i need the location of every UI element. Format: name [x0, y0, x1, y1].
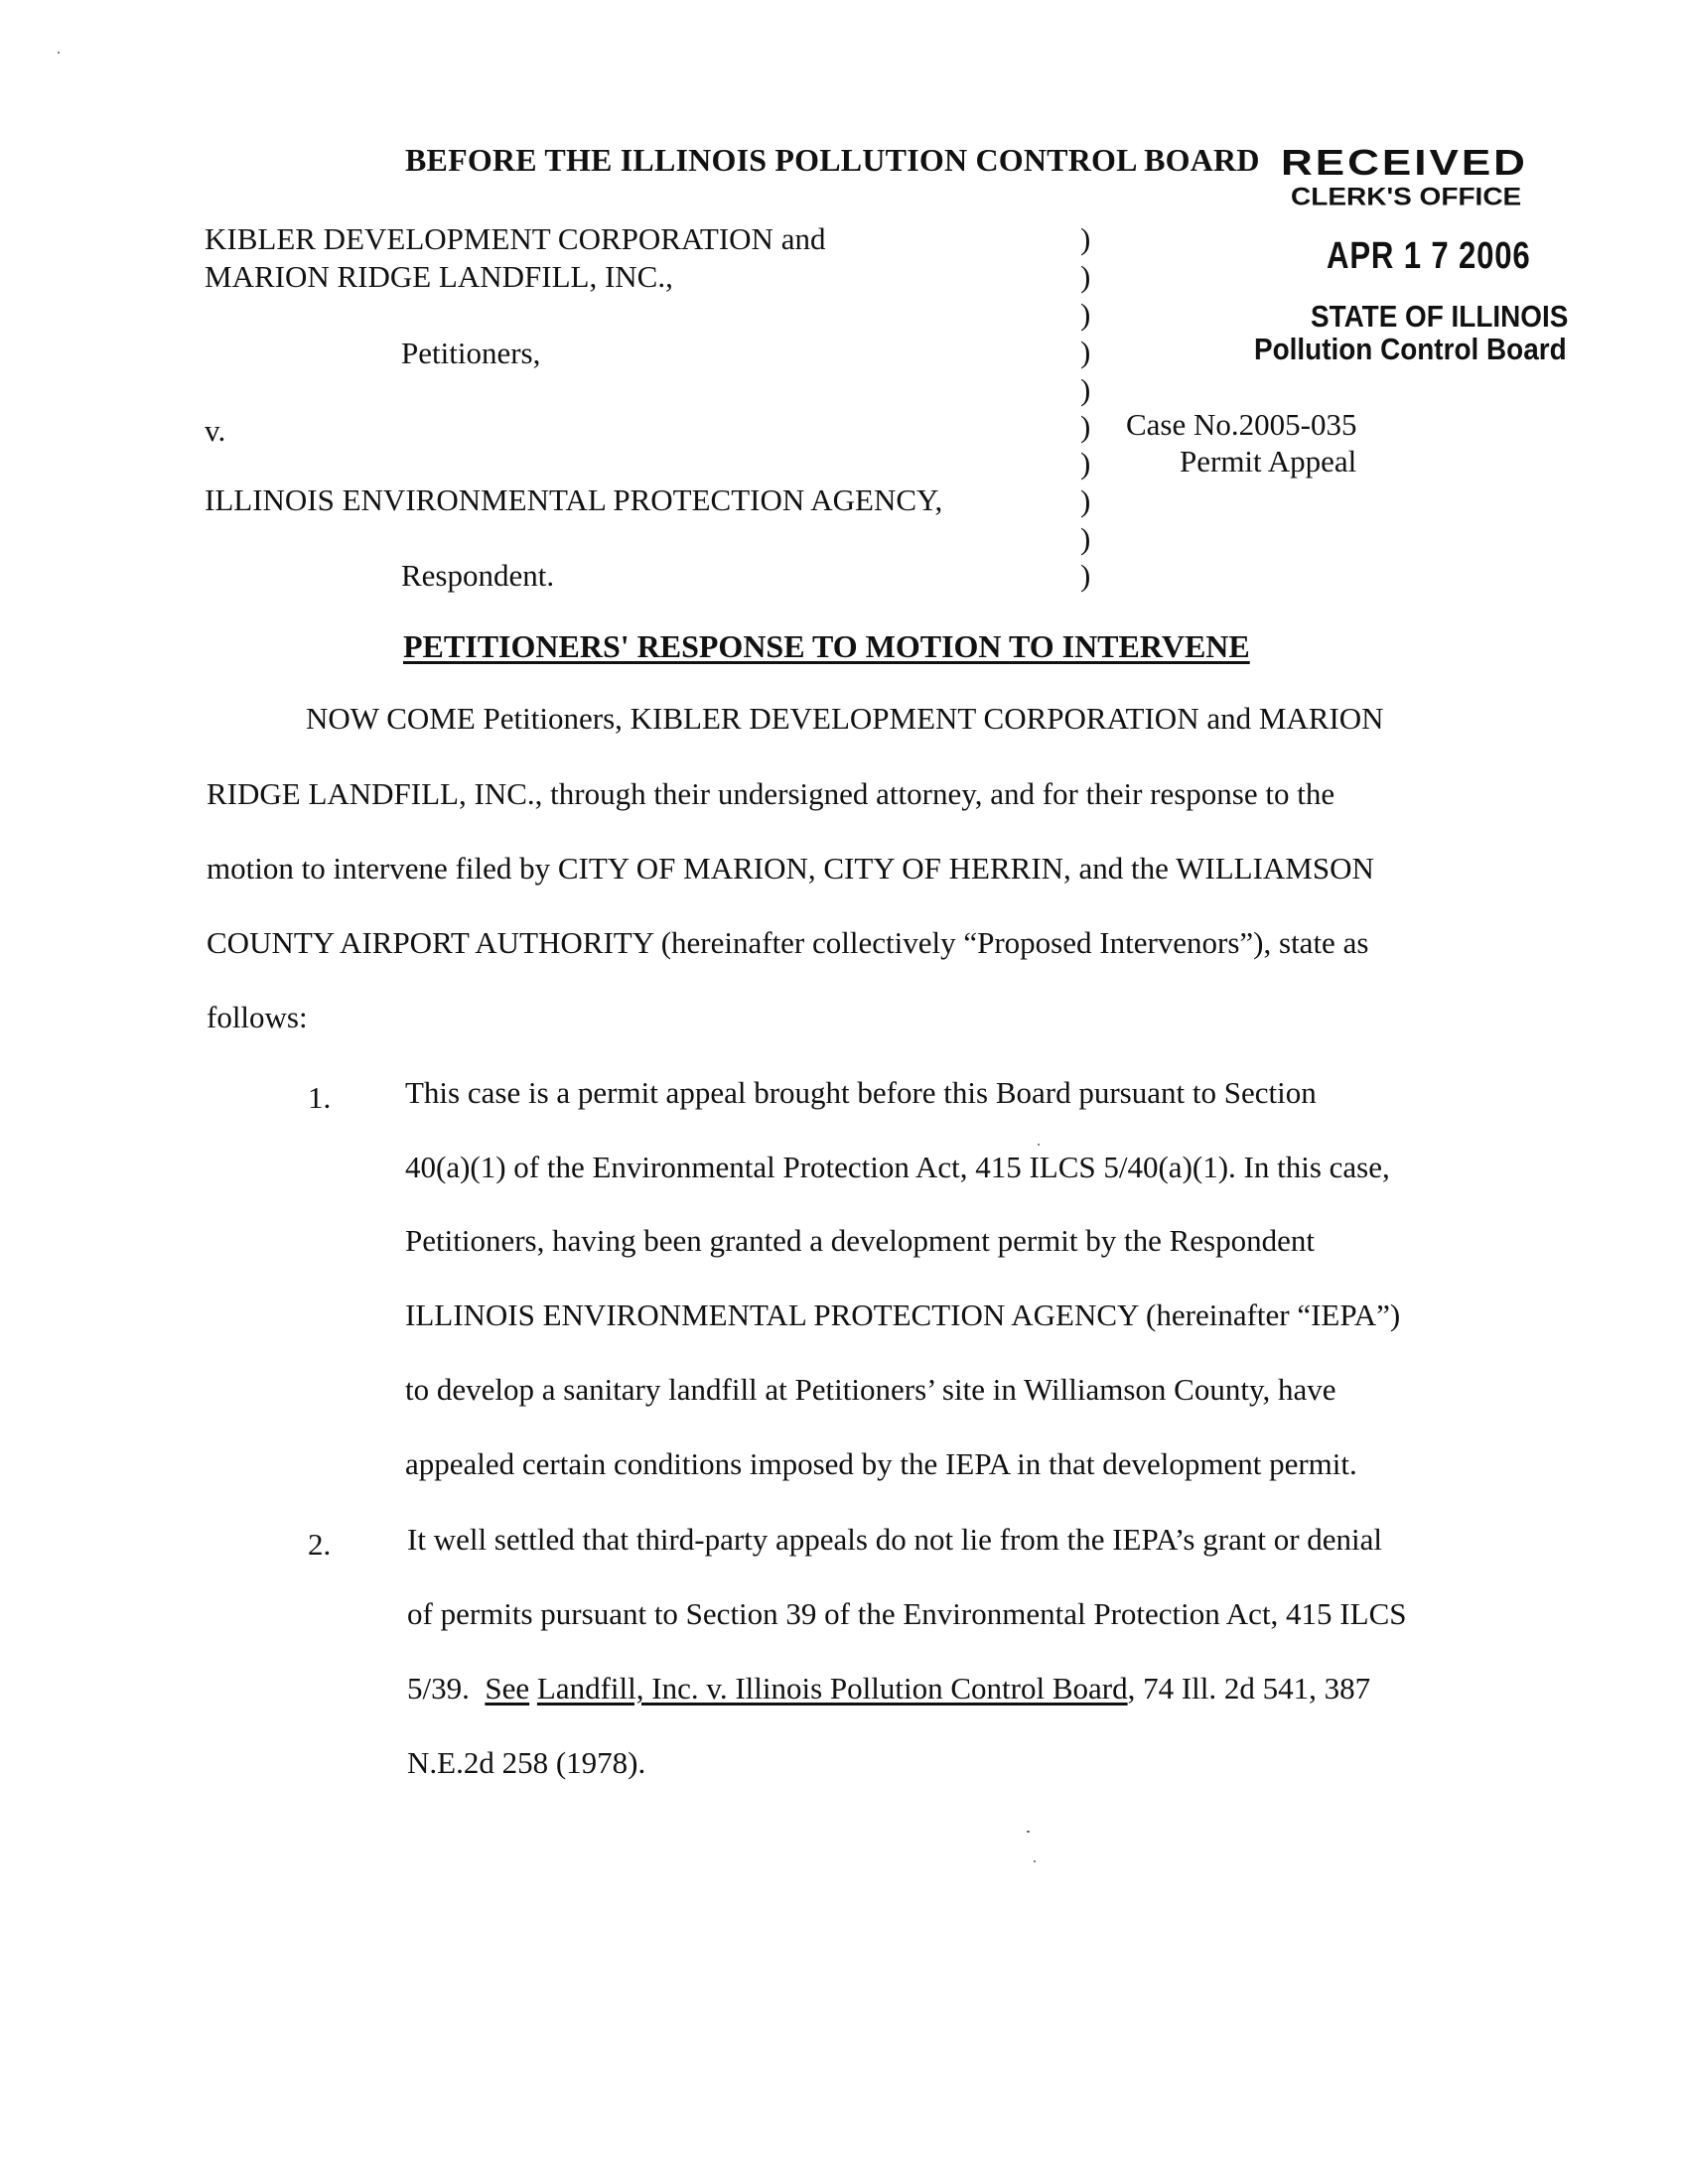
paragraph-number: 2.	[308, 1527, 332, 1562]
citation-reporter: , 74 Ill. 2d 541, 387	[1127, 1671, 1371, 1706]
petitioners-label: Petitioners,	[401, 336, 541, 370]
paragraph-number: 1.	[308, 1080, 332, 1115]
caption-parenthesis: )	[1080, 446, 1091, 480]
document-title: PETITIONERS' RESPONSE TO MOTION TO INTERVENE	[403, 628, 1250, 664]
respondent-name: ILLINOIS ENVIRONMENTAL PROTECTION AGENCY,	[205, 482, 943, 517]
caption-parenthesis: )	[1080, 259, 1091, 294]
intro-line: NOW COME Petitioners, KIBLER DEVELOPMENT CORPORATION and MARION	[306, 701, 1384, 736]
intro-line: follows:	[207, 1000, 308, 1034]
intro-line: COUNTY AIRPORT AUTHORITY (hereinafter collectively “Proposed Intervenors”), state as	[207, 925, 1369, 960]
caption-parenthesis: )	[1080, 521, 1091, 556]
paragraph-line: appealed certain conditions imposed by the IEPA in that development permit.	[405, 1446, 1357, 1481]
caption-parenthesis: )	[1080, 221, 1091, 256]
case-number: Case No.2005-035	[1126, 407, 1357, 442]
caption-parenthesis: )	[1080, 335, 1091, 369]
intro-line: RIDGE LANDFILL, INC., through their undersigned attorney, and for their response to the	[207, 776, 1335, 811]
citation-signal: See	[485, 1671, 530, 1706]
stamp-received-text: RECEIVED	[1281, 143, 1528, 184]
paragraph-line: Petitioners, having been granted a development permit by the Respondent	[405, 1223, 1315, 1258]
respondent-label: Respondent.	[401, 558, 555, 593]
petitioner-name-line: KIBLER DEVELOPMENT CORPORATION and	[205, 221, 826, 256]
caption-parenthesis: )	[1080, 297, 1091, 332]
stamp-board-text: Pollution Control Board	[1254, 332, 1567, 366]
scan-speck	[1027, 1831, 1030, 1833]
caption-parenthesis: )	[1080, 409, 1091, 444]
caption-parenthesis: )	[1080, 483, 1091, 518]
citation-case-name: Landfill, Inc. v. Illinois Pollution Control Board	[536, 1671, 1128, 1706]
stamp-office-text: CLERK'S OFFICE	[1291, 183, 1522, 210]
paragraph-line: to develop a sanitary landfill at Petitioners’ site in Williamson County, have	[405, 1372, 1336, 1407]
scan-speck	[1034, 1860, 1036, 1862]
citation-prefix: 5/39.	[407, 1671, 486, 1706]
stamp-state-text: STATE OF ILLINOIS	[1311, 299, 1569, 334]
intro-line: motion to intervene filed by CITY OF MARION, CITY OF HERRIN, and the WILLIAMSON	[207, 851, 1374, 886]
paragraph-line: 40(a)(1) of the Environmental Protection Act, 415 ILCS 5/40(a)(1). In this case,	[405, 1150, 1390, 1184]
versus-label: v.	[205, 413, 226, 448]
court-heading: BEFORE THE ILLINOIS POLLUTION CONTROL BOARD	[405, 142, 1260, 178]
paragraph-line: This case is a permit appeal brought before this Board pursuant to Section	[405, 1075, 1317, 1110]
case-type: Permit Appeal	[1180, 444, 1357, 478]
caption-parenthesis: )	[1080, 558, 1091, 593]
scan-speck	[1038, 1144, 1040, 1146]
citation-line	[407, 1671, 1370, 1706]
stamp-date: APR 1 7 2006	[1327, 235, 1531, 277]
scan-speck	[58, 52, 60, 54]
petitioner-name-line: MARION RIDGE LANDFILL, INC.,	[205, 259, 673, 294]
paragraph-line: of permits pursuant to Section 39 of the Environmental Protection Act, 415 ILCS	[407, 1596, 1407, 1631]
caption-parenthesis: )	[1080, 372, 1091, 407]
paragraph-line: It well settled that third-party appeals do not lie from the IEPA’s grant or denial	[407, 1522, 1383, 1557]
paragraph-line: ILLINOIS ENVIRONMENTAL PROTECTION AGENCY (hereinafter “IEPA”)	[405, 1297, 1401, 1332]
paragraph-line: N.E.2d 258 (1978).	[407, 1745, 646, 1780]
